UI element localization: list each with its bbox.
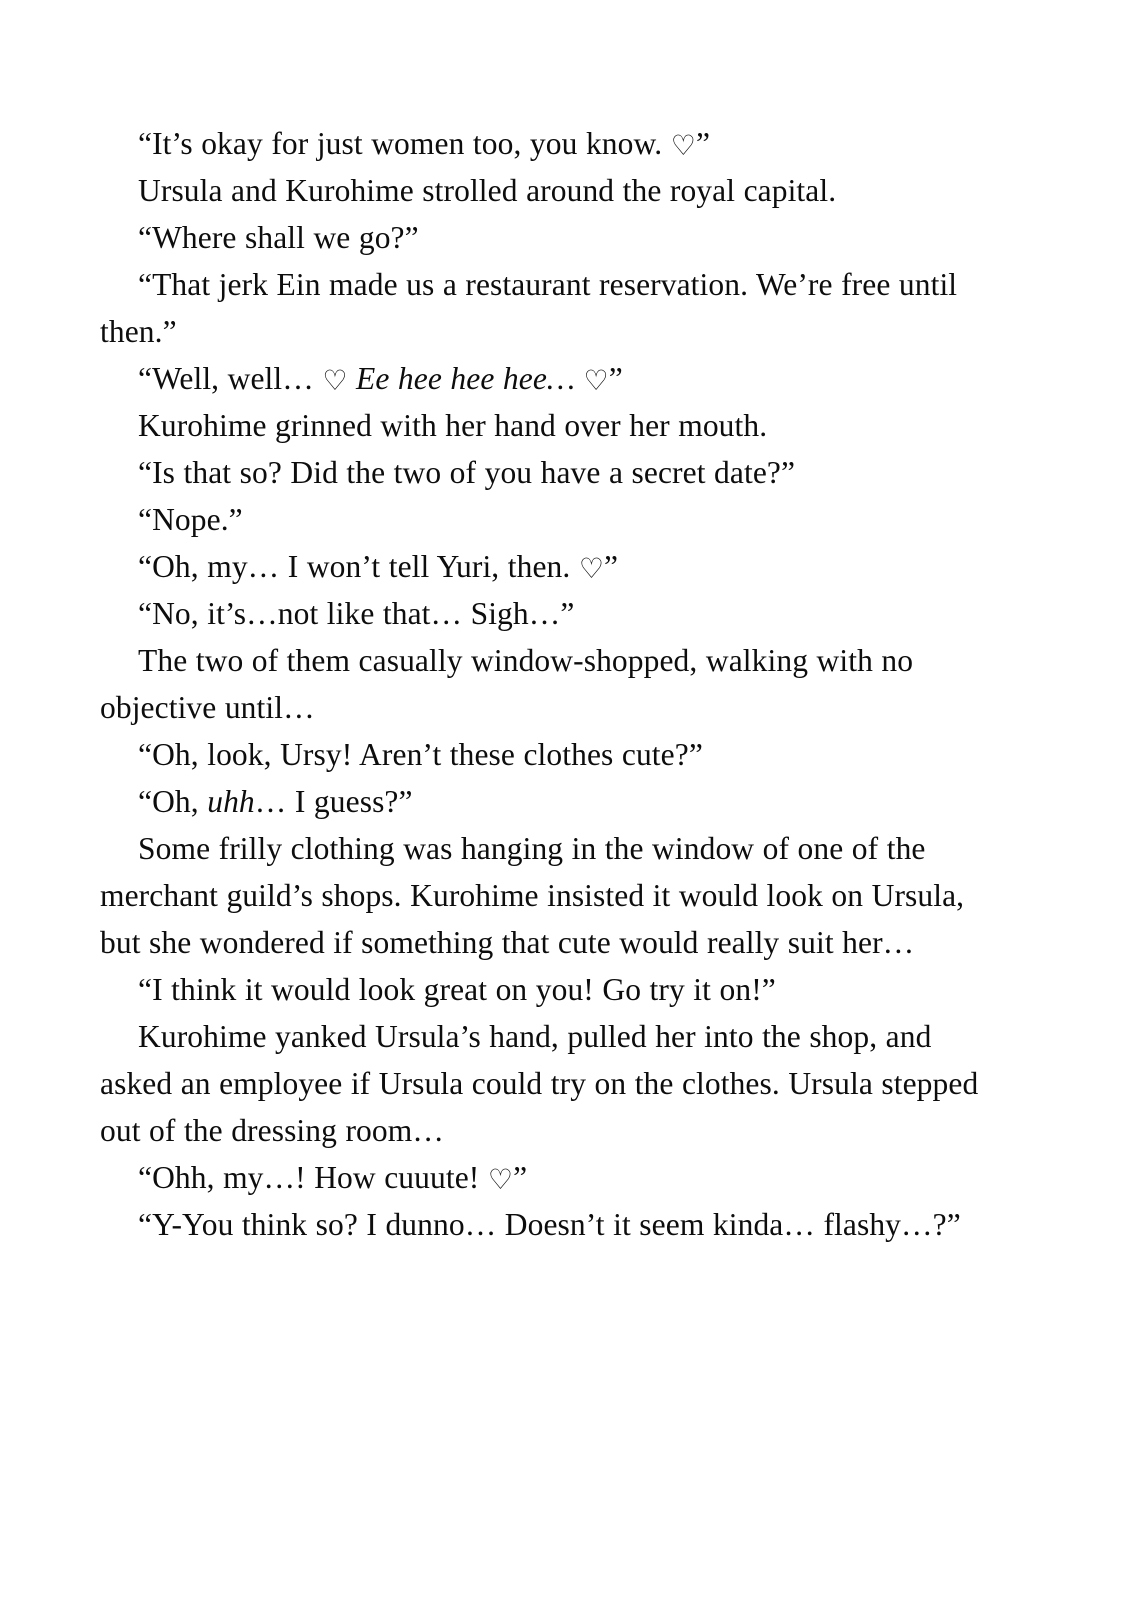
text-run: “Where shall we go?” — [138, 220, 419, 255]
novel-body-text — [100, 120, 1000, 1248]
text-run: “Y-You think so? I dunno… Doesn’t it seem kinda… flashy…?” — [138, 1207, 961, 1242]
paragraph — [100, 1201, 1000, 1248]
paragraph — [100, 1154, 1000, 1201]
text-run: … I guess?” — [254, 784, 413, 819]
text-run: “Oh, my… I won’t tell Yuri, then. — [138, 549, 579, 584]
text-run: “I think it would look great on you! Go try it on!” — [138, 972, 776, 1007]
text-run: “Oh, look, Ursy! Aren’t these clothes cute?” — [138, 737, 703, 772]
text-run — [575, 361, 583, 396]
text-run: ” — [608, 361, 623, 396]
text-run: Ursula and Kurohime strolled around the royal capital. — [138, 173, 837, 208]
paragraph — [100, 966, 1000, 1013]
text-run: “Well, well… — [138, 361, 323, 396]
text-run: ” — [513, 1160, 528, 1195]
page-content — [100, 120, 1000, 1248]
text-run: Kurohime grinned with her hand over her mouth. — [138, 408, 768, 443]
text-run: Kurohime yanked Ursula’s hand, pulled her into the shop, and asked an employee if Ursula could try on the clothes. Ursula stepped out of the dressing room… — [100, 1019, 979, 1148]
heart-icon: ♡ — [322, 366, 348, 397]
paragraph — [100, 449, 1000, 496]
text-run: The two of them casually window-shopped, walking with no objective until… — [100, 643, 914, 725]
text-run: “Is that so? Did the two of you have a secret date?” — [138, 455, 796, 490]
heart-icon: ♡ — [578, 554, 605, 585]
paragraph — [100, 590, 1000, 637]
paragraph — [100, 778, 1000, 825]
emphasis-text: uhh — [207, 784, 255, 819]
paragraph — [100, 731, 1000, 778]
text-run: “Ohh, my…! How cuuute! — [138, 1160, 488, 1195]
text-run: ” — [604, 549, 619, 584]
text-run: Some frilly clothing was hanging in the window of one of the merchant guild’s shops. Kurohime insisted it would look on Ursula, but she wondered if something that cute would really suit her… — [100, 831, 965, 960]
paragraph — [100, 496, 1000, 543]
paragraph — [100, 1013, 1000, 1154]
text-run: “That jerk Ein made us a restaurant reservation. We’re free until then.” — [100, 267, 958, 349]
text-run: “It’s okay for just women too, you know. — [138, 126, 671, 161]
paragraph — [100, 355, 1000, 402]
heart-icon: ♡ — [670, 131, 696, 162]
heart-icon: ♡ — [583, 366, 609, 397]
paragraph — [100, 167, 1000, 214]
emphasis-text: Ee hee hee hee… — [356, 361, 576, 396]
heart-icon: ♡ — [487, 1165, 514, 1196]
paragraph — [100, 214, 1000, 261]
paragraph — [100, 120, 1000, 167]
paragraph — [100, 543, 1000, 590]
text-run: ” — [695, 126, 711, 161]
text-run: “Nope.” — [138, 502, 243, 537]
text-run: “Oh, — [138, 784, 208, 819]
paragraph — [100, 637, 1000, 731]
paragraph — [100, 402, 1000, 449]
paragraph — [100, 261, 1000, 355]
paragraph — [100, 825, 1000, 966]
text-run: “No, it’s…not like that… Sigh…” — [138, 596, 575, 631]
text-run — [348, 361, 356, 396]
